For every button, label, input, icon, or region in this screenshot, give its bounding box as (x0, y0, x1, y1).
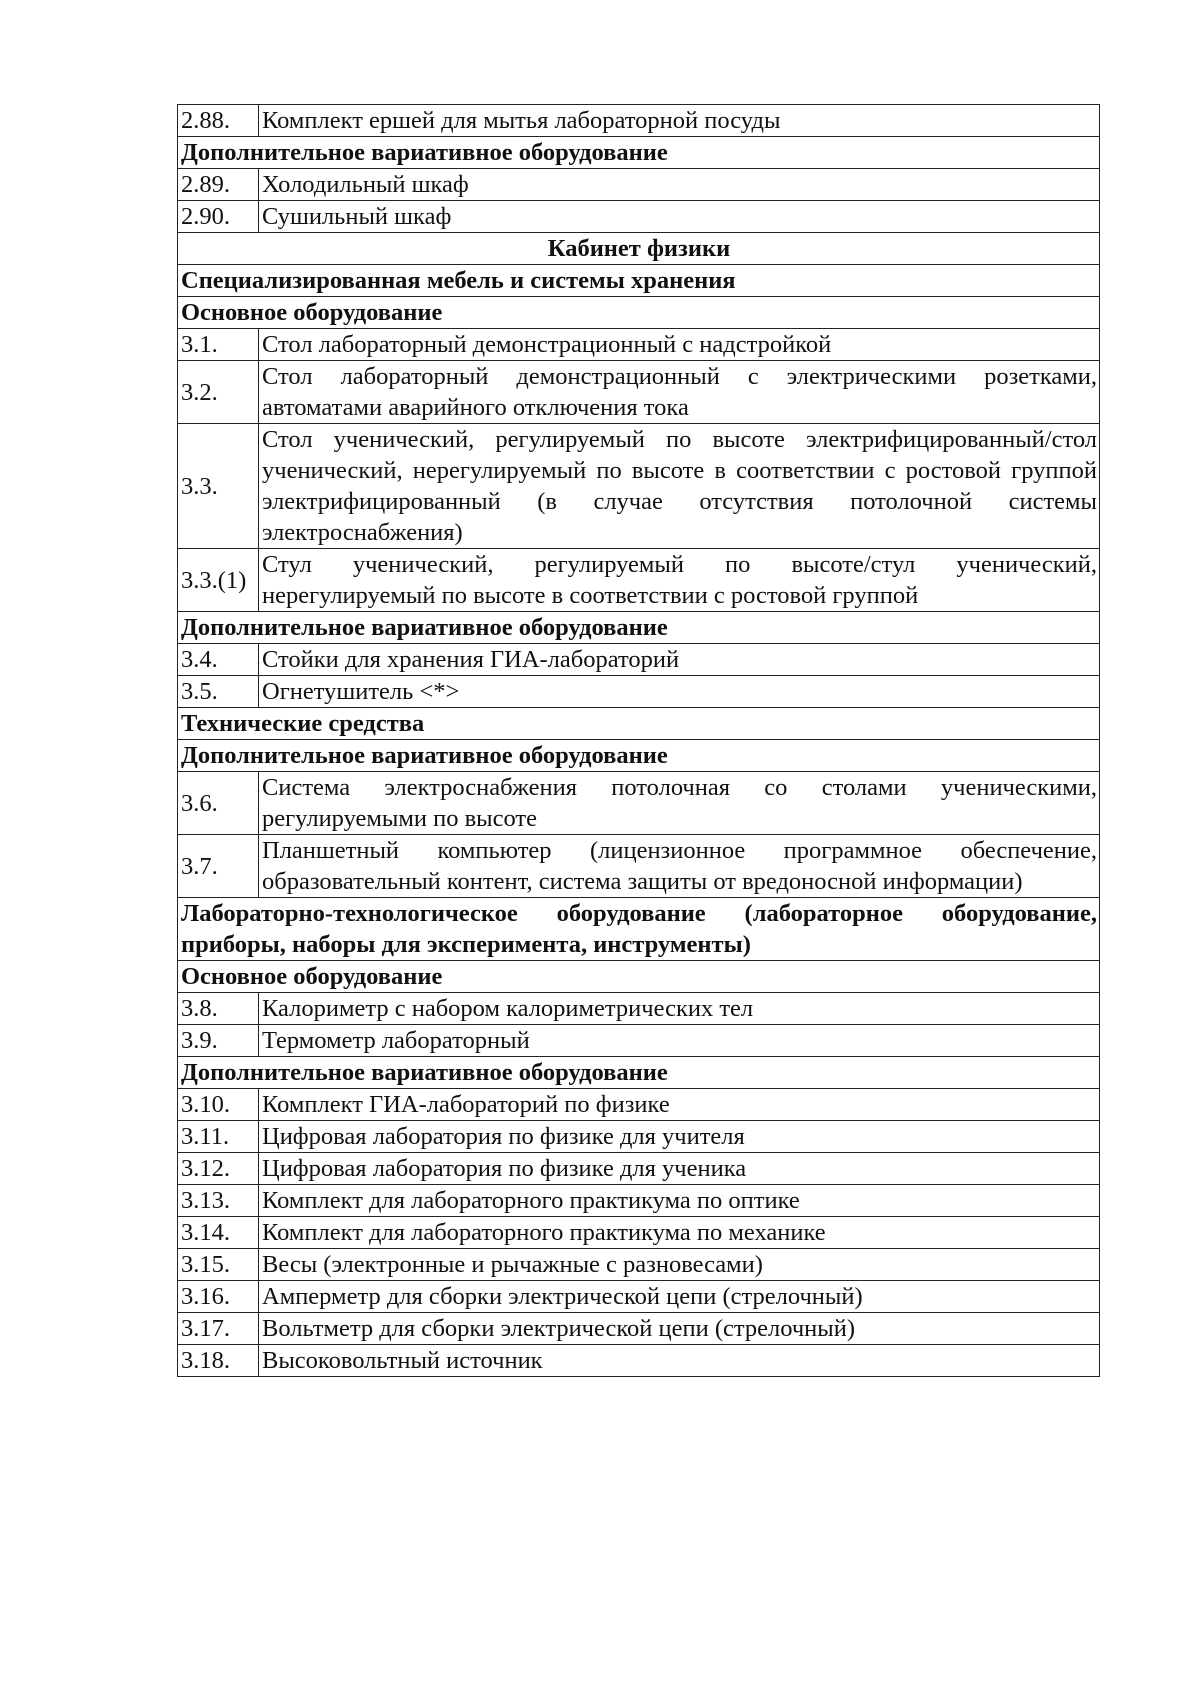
item-number: 3.14. (178, 1217, 259, 1249)
item-number: 2.90. (178, 201, 259, 233)
table-row (178, 1121, 1100, 1153)
item-number: 3.4. (178, 644, 259, 676)
section-header-row (178, 898, 1100, 961)
table-row (178, 644, 1100, 676)
section-header-row (178, 708, 1100, 740)
item-description: Сушильный шкаф (259, 201, 1100, 233)
item-description: Цифровая лаборатория по физике для учителя (259, 1121, 1100, 1153)
table-row (178, 1089, 1100, 1121)
table-row (178, 1185, 1100, 1217)
section-header-row (178, 1057, 1100, 1089)
table-row (178, 169, 1100, 201)
item-number: 3.10. (178, 1089, 259, 1121)
table-row (178, 772, 1100, 835)
table-row (178, 329, 1100, 361)
item-number: 3.16. (178, 1281, 259, 1313)
table-row (178, 1025, 1100, 1057)
section-title: Кабинет физики (178, 233, 1100, 265)
item-number: 3.11. (178, 1121, 259, 1153)
section-header-row (178, 961, 1100, 993)
item-description: Термометр лабораторный (259, 1025, 1100, 1057)
item-number: 3.12. (178, 1153, 259, 1185)
table-row (178, 835, 1100, 898)
item-number: 3.18. (178, 1345, 259, 1377)
item-number: 3.3.(1) (178, 549, 259, 612)
section-header: Дополнительное вариативное оборудование (178, 137, 1100, 169)
item-description: Огнетушитель <*> (259, 676, 1100, 708)
item-description: Стол ученический, регулируемый по высоте электрифицированный/стол ученический, нерегулируемый по высоте в соответствии с ростовой группой электрифицированный (в случае отсутствия потолочной системы электроснабжения) (259, 424, 1100, 549)
section-header: Дополнительное вариативное оборудование (178, 740, 1100, 772)
table-row (178, 1249, 1100, 1281)
item-description: Весы (электронные и рычажные с разновесами) (259, 1249, 1100, 1281)
table-row (178, 361, 1100, 424)
section-header: Лабораторно-технологическое оборудование (лабораторное оборудование, приборы, наборы для эксперимента, инструменты) (178, 898, 1100, 961)
item-number: 3.1. (178, 329, 259, 361)
section-header-row (178, 297, 1100, 329)
table-row (178, 1281, 1100, 1313)
item-number: 3.8. (178, 993, 259, 1025)
table-row (178, 1313, 1100, 1345)
item-number: 3.7. (178, 835, 259, 898)
item-number: 2.89. (178, 169, 259, 201)
table-row (178, 105, 1100, 137)
table-row (178, 1345, 1100, 1377)
item-number: 3.9. (178, 1025, 259, 1057)
table-row (178, 993, 1100, 1025)
section-header-row (178, 740, 1100, 772)
item-description: Амперметр для сборки электрической цепи (стрелочный) (259, 1281, 1100, 1313)
item-description: Комплект для лабораторного практикума по механике (259, 1217, 1100, 1249)
item-description: Цифровая лаборатория по физике для ученика (259, 1153, 1100, 1185)
table-row (178, 201, 1100, 233)
item-number: 2.88. (178, 105, 259, 137)
item-description: Вольтметр для сборки электрической цепи (стрелочный) (259, 1313, 1100, 1345)
item-description: Холодильный шкаф (259, 169, 1100, 201)
item-number: 3.2. (178, 361, 259, 424)
item-number: 3.5. (178, 676, 259, 708)
item-description: Комплект ГИА-лабораторий по физике (259, 1089, 1100, 1121)
equipment-table (177, 104, 1100, 1377)
table-row (178, 1217, 1100, 1249)
item-description: Калориметр с набором калориметрических тел (259, 993, 1100, 1025)
section-header: Специализированная мебель и системы хранения (178, 265, 1100, 297)
section-header-row (178, 265, 1100, 297)
item-number: 3.6. (178, 772, 259, 835)
table-row (178, 424, 1100, 549)
section-header: Дополнительное вариативное оборудование (178, 612, 1100, 644)
section-header-row (178, 612, 1100, 644)
table-row (178, 549, 1100, 612)
table-row (178, 676, 1100, 708)
item-number: 3.17. (178, 1313, 259, 1345)
item-description: Стол лабораторный демонстрационный с надстройкой (259, 329, 1100, 361)
item-description: Стул ученический, регулируемый по высоте/стул ученический, нерегулируемый по высоте в соответствии с ростовой группой (259, 549, 1100, 612)
item-description: Система электроснабжения потолочная со столами ученическими, регулируемыми по высоте (259, 772, 1100, 835)
section-header: Дополнительное вариативное оборудование (178, 1057, 1100, 1089)
table-row (178, 1153, 1100, 1185)
item-description: Комплект для лабораторного практикума по оптике (259, 1185, 1100, 1217)
section-title-row (178, 233, 1100, 265)
item-description: Высоковольтный источник (259, 1345, 1100, 1377)
item-description: Стойки для хранения ГИА-лабораторий (259, 644, 1100, 676)
section-header: Технические средства (178, 708, 1100, 740)
item-description: Комплект ершей для мытья лабораторной посуды (259, 105, 1100, 137)
item-number: 3.15. (178, 1249, 259, 1281)
section-header-row (178, 137, 1100, 169)
item-number: 3.13. (178, 1185, 259, 1217)
section-header: Основное оборудование (178, 961, 1100, 993)
item-description: Стол лабораторный демонстрационный с электрическими розетками, автоматами аварийного отключения тока (259, 361, 1100, 424)
item-number: 3.3. (178, 424, 259, 549)
section-header: Основное оборудование (178, 297, 1100, 329)
item-description: Планшетный компьютер (лицензионное программное обеспечение, образовательный контент, система защиты от вредоносной информации) (259, 835, 1100, 898)
